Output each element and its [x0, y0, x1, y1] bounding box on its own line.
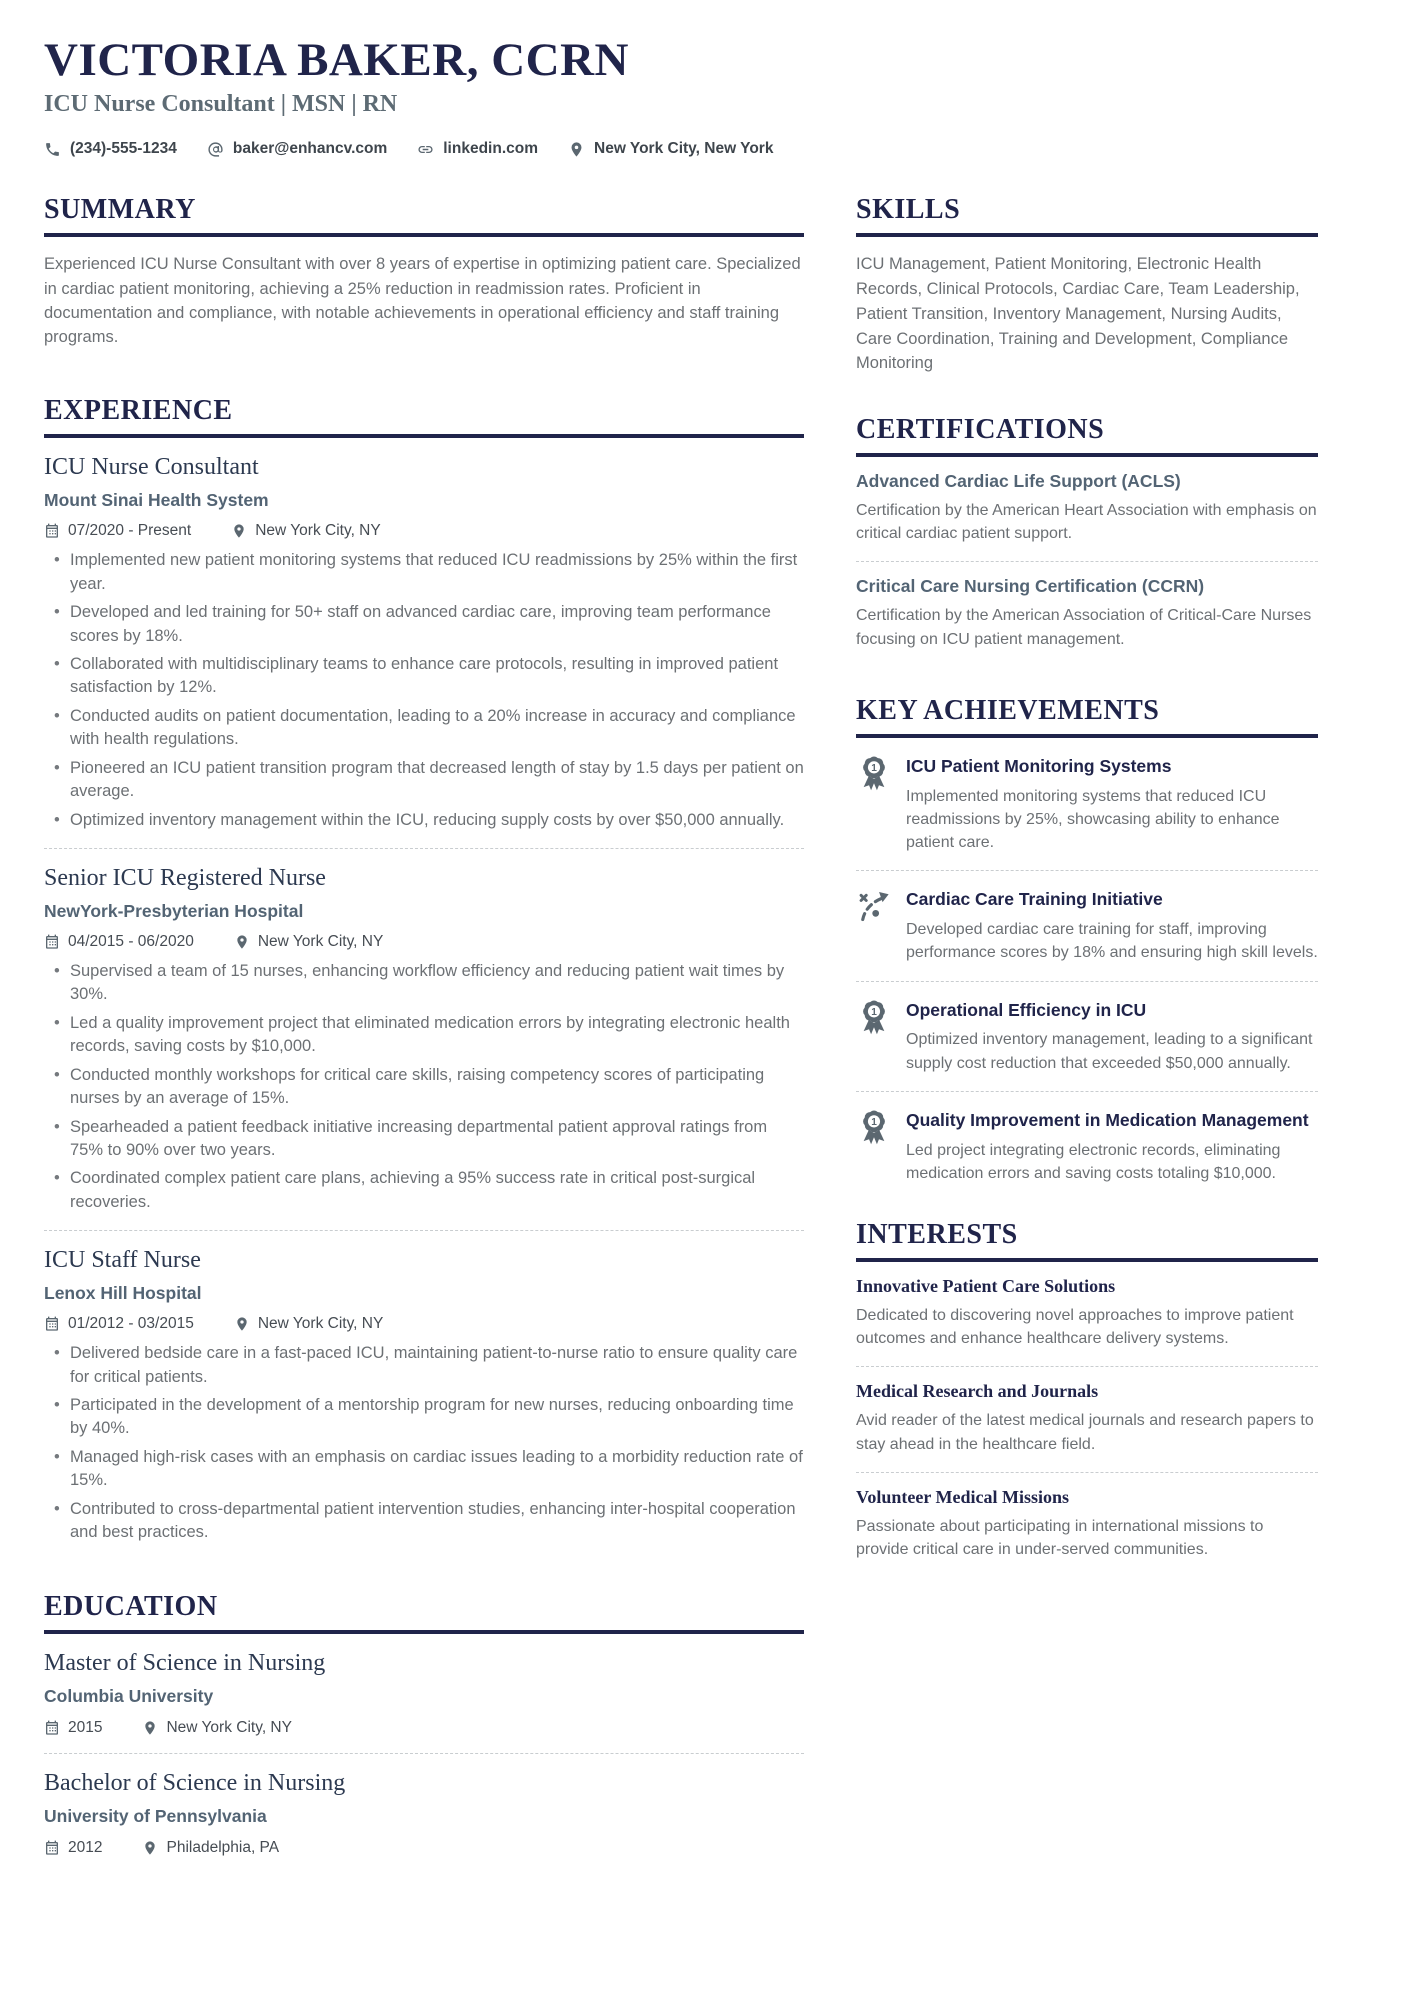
achievement-entry	[856, 982, 1318, 1075]
location-icon	[234, 934, 250, 950]
calendar-icon	[44, 1720, 60, 1736]
location-icon	[142, 1720, 158, 1736]
summary-heading: SUMMARY	[44, 194, 804, 237]
achievement-description: Implemented monitoring systems that reduced ICU readmissions by 25%, showcasing ability to enhance patient care.	[906, 787, 1280, 852]
achievement-description: Developed cardiac care training for staff, improving performance scores by 18% and ensuring high skill levels.	[906, 921, 1318, 962]
date-range: 04/2015 - 06/2020	[44, 933, 194, 951]
contact-phone	[44, 140, 177, 158]
job-bullet: • Pioneered an ICU patient transition program that decreased length of stay by 1.5 days per patient on average.	[44, 757, 804, 804]
contact-linkedin-text[interactable]: linkedin.com	[443, 140, 538, 158]
job-title: Senior ICU Registered Nurse	[44, 864, 326, 891]
school-location: Philadelphia, PA	[142, 1839, 279, 1857]
summary-section	[44, 194, 804, 349]
interest-title: Innovative Patient Care Solutions	[856, 1276, 1116, 1297]
calendar-icon	[44, 934, 60, 950]
education-section	[44, 1591, 804, 1857]
interest-description: Avid reader of the latest medical journals and research papers to stay ahead in the healthcare field.	[856, 1412, 1314, 1453]
experience-heading: EXPERIENCE	[44, 395, 804, 438]
graduation-year: 2015	[44, 1719, 102, 1737]
at-icon	[207, 141, 224, 158]
calendar-icon	[44, 523, 60, 539]
achievement-entry	[856, 871, 1318, 964]
location-icon	[231, 523, 247, 539]
phone-icon	[44, 141, 61, 158]
resume-header	[44, 36, 1318, 158]
certification-entry	[856, 457, 1318, 545]
job-bullet: • Developed and led training for 50+ staff on advanced cardiac care, improving team performance scores by 18%.	[44, 601, 804, 648]
contact-row	[44, 140, 1318, 158]
interest-title: Volunteer Medical Missions	[856, 1486, 1070, 1507]
left-column	[44, 194, 804, 1856]
education-entry	[44, 1754, 804, 1857]
job-bullets	[44, 960, 804, 1214]
certification-title: Advanced Cardiac Life Support (ACLS)	[856, 471, 1181, 492]
interest-entry	[856, 1473, 1318, 1561]
location-icon	[142, 1840, 158, 1856]
contact-email-text[interactable]: baker@enhancv.com	[232, 140, 388, 158]
summary-text: Experienced ICU Nurse Consultant with over 8 years of expertise in optimizing patient care. Specialized in cardiac patient monitoring, achieving a 25% reduction in readmission rates. Proficient in documentation and compliance, with notable achievements in operational efficiency and staff training programs.	[44, 255, 801, 347]
experience-section	[44, 395, 804, 1544]
school-name: University of Pennsylvania	[44, 1805, 267, 1826]
job-title: ICU Staff Nurse	[44, 1247, 201, 1274]
interest-entry	[856, 1367, 1318, 1455]
job-location: New York City, NY	[234, 1315, 383, 1333]
company-name: Mount Sinai Health System	[44, 490, 269, 511]
contact-linkedin[interactable]	[417, 140, 538, 158]
school-location: New York City, NY	[142, 1719, 291, 1737]
achievement-title: Quality Improvement in Medication Management	[906, 1109, 1309, 1130]
job-title: ICU Nurse Consultant	[44, 454, 259, 481]
medal-icon	[856, 754, 892, 792]
job-bullet: • Participated in the development of a mentorship program for new nurses, reducing onboarding time by 40%.	[44, 1394, 804, 1441]
candidate-name: VICTORIA BAKER, CCRN	[44, 34, 629, 86]
link-icon	[417, 141, 434, 158]
interests-section	[856, 1219, 1318, 1561]
graduation-year: 2012	[44, 1839, 102, 1857]
interest-description: Dedicated to discovering novel approaches to improve patient outcomes and enhance healthcare delivery systems.	[856, 1307, 1294, 1348]
job-bullet: • Contributed to cross-departmental patient intervention studies, enhancing inter-hospital cooperation and best practices.	[44, 1498, 804, 1545]
job-bullet: • Coordinated complex patient care plans, achieving a 95% success rate in critical post-surgical recoveries.	[44, 1167, 804, 1214]
job-bullet: • Managed high-risk cases with an emphasis on cardiac issues leading to a morbidity reduction rate of 15%.	[44, 1446, 804, 1493]
job-meta-row	[44, 933, 804, 951]
location-icon	[568, 141, 585, 158]
job-bullet: • Conducted monthly workshops for critical care skills, raising competency scores of participating nurses by an average of 15%.	[44, 1064, 804, 1111]
skills-heading: SKILLS	[856, 194, 1318, 237]
interests-heading: INTERESTS	[856, 1219, 1318, 1262]
achievement-title: Operational Efficiency in ICU	[906, 999, 1147, 1020]
calendar-icon	[44, 1316, 60, 1332]
certification-title: Critical Care Nursing Certification (CCRN)	[856, 576, 1205, 597]
achievement-title: Cardiac Care Training Initiative	[906, 889, 1163, 910]
degree-title: Master of Science in Nursing	[44, 1649, 326, 1676]
certifications-section	[856, 414, 1318, 651]
job-bullet: • Delivered bedside care in a fast-paced ICU, maintaining patient-to-nurse ratio to ensure quality care for critical patients.	[44, 1342, 804, 1389]
contact-phone-text: (234)-555-1234	[70, 140, 177, 158]
interest-entry	[856, 1262, 1318, 1350]
skills-section	[856, 194, 1318, 376]
degree-meta-row	[44, 1839, 804, 1857]
medal-icon	[856, 998, 892, 1036]
achievement-entry	[856, 738, 1318, 854]
job-bullet: • Optimized inventory management within the ICU, reducing supply costs by over $50,000 annually.	[44, 809, 804, 832]
company-name: NewYork-Presbyterian Hospital	[44, 900, 304, 921]
school-name: Columbia University	[44, 1685, 214, 1706]
interest-description: Passionate about participating in international missions to provide critical care in under-served communities.	[856, 1517, 1264, 1558]
achievement-description: Led project integrating electronic records, eliminating medication errors and saving costs totaling $10,000.	[906, 1141, 1281, 1182]
certification-description: Certification by the American Association of Critical-Care Nurses focusing on ICU patient management.	[856, 607, 1312, 648]
calendar-icon	[44, 1840, 60, 1856]
company-name: Lenox Hill Hospital	[44, 1283, 202, 1304]
education-heading: EDUCATION	[44, 1591, 804, 1634]
contact-location	[568, 140, 773, 158]
candidate-headline: ICU Nurse Consultant | MSN | RN	[44, 91, 398, 118]
right-column	[856, 194, 1318, 1856]
achievement-entry	[856, 1092, 1318, 1185]
achievements-section	[856, 695, 1318, 1185]
strategy-icon	[856, 887, 892, 925]
job-location: New York City, NY	[234, 933, 383, 951]
degree-meta-row	[44, 1719, 804, 1737]
job-bullet: • Conducted audits on patient documentation, leading to a 20% increase in accuracy and compliance with health regulations.	[44, 705, 804, 752]
medal-icon	[856, 1108, 892, 1146]
interest-title: Medical Research and Journals	[856, 1381, 1099, 1402]
education-entry	[44, 1634, 804, 1737]
contact-email[interactable]	[207, 140, 387, 158]
certification-entry	[856, 562, 1318, 650]
job-bullets	[44, 1342, 804, 1544]
experience-entry	[44, 1231, 804, 1544]
experience-entry	[44, 438, 804, 832]
achievement-description: Optimized inventory management, leading to a significant supply cost reduction that exceeded $50,000 annually.	[906, 1031, 1313, 1072]
date-range: 01/2012 - 03/2015	[44, 1315, 194, 1333]
job-meta-row	[44, 1315, 804, 1333]
job-bullets	[44, 549, 804, 832]
experience-entry	[44, 849, 804, 1214]
location-icon	[234, 1316, 250, 1332]
job-bullet: • Collaborated with multidisciplinary teams to enhance care protocols, resulting in improved patient satisfaction by 12%.	[44, 653, 804, 700]
skills-list: ICU Management, Patient Monitoring, Electronic Health Records, Clinical Protocols, Cardiac Care, Team Leadership, Patient Transition, Inventory Management, Nursing Audits, Care Coordination, Training and Development, Compliance Monitoring	[856, 255, 1300, 373]
certifications-heading: CERTIFICATIONS	[856, 414, 1318, 457]
job-bullet: • Spearheaded a patient feedback initiative increasing departmental patient approval ratings from 75% to 90% over two years.	[44, 1116, 804, 1163]
contact-location-text: New York City, New York	[594, 140, 774, 158]
date-range: 07/2020 - Present	[44, 522, 191, 540]
job-meta-row	[44, 522, 804, 540]
job-location: New York City, NY	[231, 522, 380, 540]
achievement-title: ICU Patient Monitoring Systems	[906, 755, 1172, 776]
job-bullet: • Implemented new patient monitoring systems that reduced ICU readmissions by 25% within the first year.	[44, 549, 804, 596]
job-bullet: • Supervised a team of 15 nurses, enhancing workflow efficiency and reducing patient wait times by 30%.	[44, 960, 804, 1007]
achievements-heading: KEY ACHIEVEMENTS	[856, 695, 1318, 738]
degree-title: Bachelor of Science in Nursing	[44, 1769, 346, 1796]
certification-description: Certification by the American Heart Association with emphasis on critical cardiac patient support.	[856, 502, 1317, 543]
job-bullet: • Led a quality improvement project that eliminated medication errors by integrating electronic health records, saving costs by $10,000.	[44, 1012, 804, 1059]
